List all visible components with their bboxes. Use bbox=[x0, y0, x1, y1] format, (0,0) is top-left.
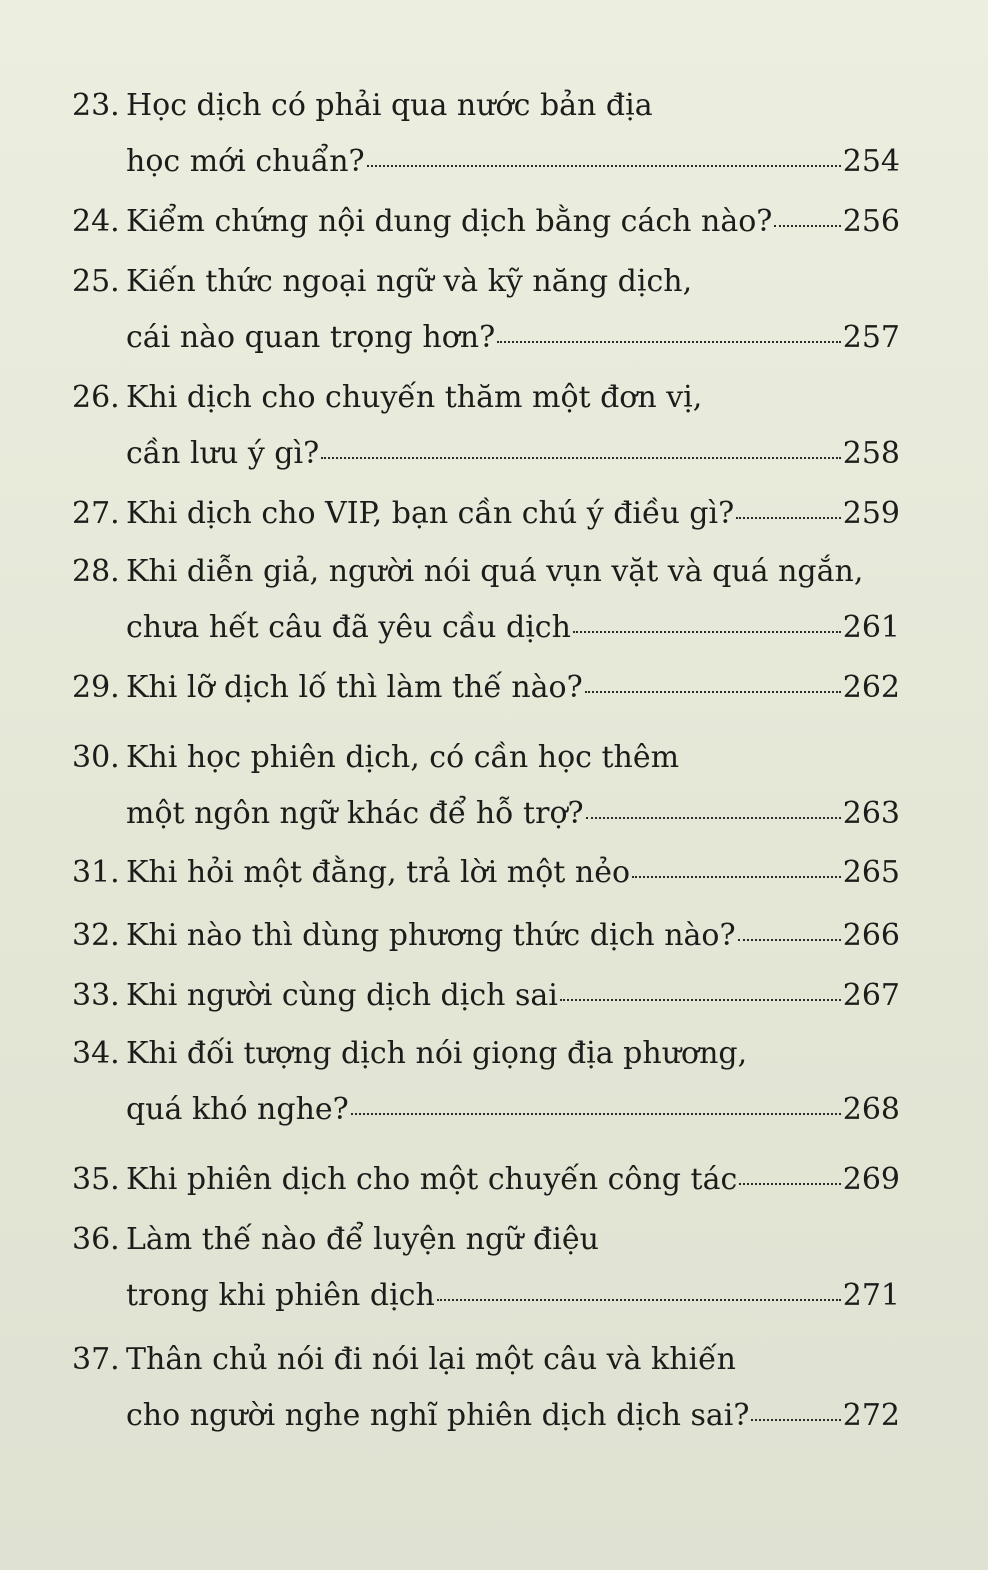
toc-entry-title: một ngôn ngữ khác để hỗ trợ? bbox=[126, 796, 584, 831]
toc-entry-title: Khi hỏi một đằng, trả lời một nẻo bbox=[126, 855, 631, 890]
toc-entry-line bbox=[72, 1026, 900, 1082]
toc-entry-page-number: 265 bbox=[842, 855, 900, 890]
toc-entry-line bbox=[72, 254, 900, 310]
toc-entry-line bbox=[72, 1152, 900, 1208]
toc-entry-page-number: 261 bbox=[842, 610, 900, 645]
toc-entry bbox=[72, 1332, 900, 1444]
dot-leader bbox=[560, 995, 841, 1001]
toc-entry-number: 33. bbox=[72, 978, 120, 1013]
toc-entry-number: 29. bbox=[72, 670, 120, 705]
toc-entry-title: Khi người cùng dịch dịch sai bbox=[126, 978, 558, 1013]
toc-entry-title: chưa hết câu đã yêu cầu dịch bbox=[126, 610, 571, 645]
toc-entry-number: 31. bbox=[72, 855, 120, 890]
toc-entry-page-number: 263 bbox=[842, 796, 900, 831]
toc-entry-title: học mới chuẩn? bbox=[126, 144, 365, 179]
toc-entry bbox=[72, 908, 900, 964]
toc-entry bbox=[72, 486, 900, 542]
toc-entry-line bbox=[72, 1268, 900, 1324]
toc-entry bbox=[72, 544, 900, 656]
toc-entry-title: cái nào quan trọng hơn? bbox=[126, 320, 496, 355]
toc-entry-number: 24. bbox=[72, 204, 120, 239]
dot-leader bbox=[437, 1295, 841, 1301]
dot-leader bbox=[351, 1109, 841, 1115]
toc-entry-title: Thân chủ nói đi nói lại một câu và khiến bbox=[126, 1342, 736, 1377]
toc-entry-line bbox=[72, 310, 900, 366]
toc-entry-number: 37. bbox=[72, 1342, 120, 1377]
toc-entry-page-number: 267 bbox=[842, 978, 900, 1013]
dot-leader bbox=[738, 935, 841, 941]
toc-entry-line bbox=[72, 600, 900, 656]
dot-leader bbox=[585, 687, 841, 693]
toc-entry-title: Làm thế nào để luyện ngữ điệu bbox=[126, 1222, 599, 1257]
toc-entry-line bbox=[72, 544, 900, 600]
toc-entry-number: 34. bbox=[72, 1036, 120, 1071]
toc-entry-page-number: 272 bbox=[842, 1398, 900, 1433]
toc-entry-line bbox=[72, 78, 900, 134]
toc-entry-number: 30. bbox=[72, 740, 120, 775]
toc-entry bbox=[72, 254, 900, 366]
toc-entry-title: Khi nào thì dùng phương thức dịch nào? bbox=[126, 918, 736, 953]
toc-entry-line bbox=[72, 1388, 900, 1444]
dot-leader bbox=[632, 872, 841, 878]
toc-entry-page-number: 268 bbox=[842, 1092, 900, 1127]
toc-entry bbox=[72, 78, 900, 190]
toc-entry-line bbox=[72, 370, 900, 426]
toc-entry-number: 36. bbox=[72, 1222, 120, 1257]
toc-entry bbox=[72, 1026, 900, 1138]
toc-entry-title: Khi học phiên dịch, có cần học thêm bbox=[126, 740, 680, 775]
toc-entry-title: Khi diễn giả, người nói quá vụn vặt và quá ngắn, bbox=[126, 554, 864, 589]
toc-entry bbox=[72, 1212, 900, 1324]
toc-entry-number: 25. bbox=[72, 264, 120, 299]
toc-entry-title: Khi phiên dịch cho một chuyến công tác bbox=[126, 1162, 738, 1197]
toc-entry-title: Khi đối tượng dịch nói giọng địa phương, bbox=[126, 1036, 748, 1071]
dot-leader bbox=[739, 1179, 840, 1185]
toc-entry-title: Kiểm chứng nội dung dịch bằng cách nào? bbox=[126, 204, 773, 239]
toc-entry bbox=[72, 730, 900, 842]
toc-entry-page-number: 271 bbox=[842, 1278, 900, 1313]
toc-entry-line bbox=[72, 426, 900, 482]
toc-entry bbox=[72, 845, 900, 901]
toc-entry-line bbox=[72, 194, 900, 250]
toc-entry-line bbox=[72, 486, 900, 542]
toc-entry-line bbox=[72, 845, 900, 901]
dot-leader bbox=[367, 161, 841, 167]
toc-entry-title: Khi dịch cho VIP, bạn cần chú ý điều gì? bbox=[126, 496, 735, 531]
toc-entry bbox=[72, 660, 900, 716]
toc-entry-page-number: 262 bbox=[842, 670, 900, 705]
toc-entry-number: 32. bbox=[72, 918, 120, 953]
toc-entry-title: Kiến thức ngoại ngữ và kỹ năng dịch, bbox=[126, 264, 693, 299]
toc-entry-title: Khi dịch cho chuyến thăm một đơn vị, bbox=[126, 380, 703, 415]
dot-leader bbox=[321, 453, 841, 459]
toc-entry-page-number: 258 bbox=[842, 436, 900, 471]
dot-leader bbox=[573, 627, 841, 633]
toc-entry bbox=[72, 194, 900, 250]
toc-entry-line bbox=[72, 134, 900, 190]
toc-entry-title: Khi lỡ dịch lố thì làm thế nào? bbox=[126, 670, 583, 705]
toc-entry-number: 26. bbox=[72, 380, 120, 415]
toc-entry-number: 27. bbox=[72, 496, 120, 531]
toc-entry-line bbox=[72, 786, 900, 842]
toc-entry-number: 23. bbox=[72, 88, 120, 123]
toc-entry-page-number: 257 bbox=[842, 320, 900, 355]
toc-entry-title: trong khi phiên dịch bbox=[126, 1278, 435, 1313]
toc-entry-page-number: 256 bbox=[842, 204, 900, 239]
toc-entry-line bbox=[72, 1082, 900, 1138]
toc-entry-title: quá khó nghe? bbox=[126, 1092, 349, 1127]
toc-entry-line bbox=[72, 730, 900, 786]
toc-entry bbox=[72, 1152, 900, 1208]
toc-entry-page-number: 266 bbox=[842, 918, 900, 953]
dot-leader bbox=[586, 813, 841, 819]
toc-entry-page-number: 254 bbox=[842, 144, 900, 179]
toc-entry-title: cho người nghe nghĩ phiên dịch dịch sai? bbox=[126, 1398, 750, 1433]
toc-entry-title: cần lưu ý gì? bbox=[126, 436, 320, 471]
toc-entry-line bbox=[72, 1332, 900, 1388]
toc-entry-page-number: 259 bbox=[842, 496, 900, 531]
dot-leader bbox=[751, 1415, 840, 1421]
toc-entry-title: Học dịch có phải qua nước bản địa bbox=[126, 88, 653, 123]
toc-entry bbox=[72, 968, 900, 1024]
toc-entry bbox=[72, 370, 900, 482]
toc-entry-line bbox=[72, 660, 900, 716]
toc-entry-page-number: 269 bbox=[842, 1162, 900, 1197]
toc-entry-line bbox=[72, 1212, 900, 1268]
toc-entry-number: 35. bbox=[72, 1162, 120, 1197]
toc-entry-line bbox=[72, 968, 900, 1024]
toc-entry-number: 28. bbox=[72, 554, 120, 589]
dot-leader bbox=[497, 337, 841, 343]
dot-leader bbox=[774, 221, 840, 227]
dot-leader bbox=[736, 513, 841, 519]
toc-entry-line bbox=[72, 908, 900, 964]
